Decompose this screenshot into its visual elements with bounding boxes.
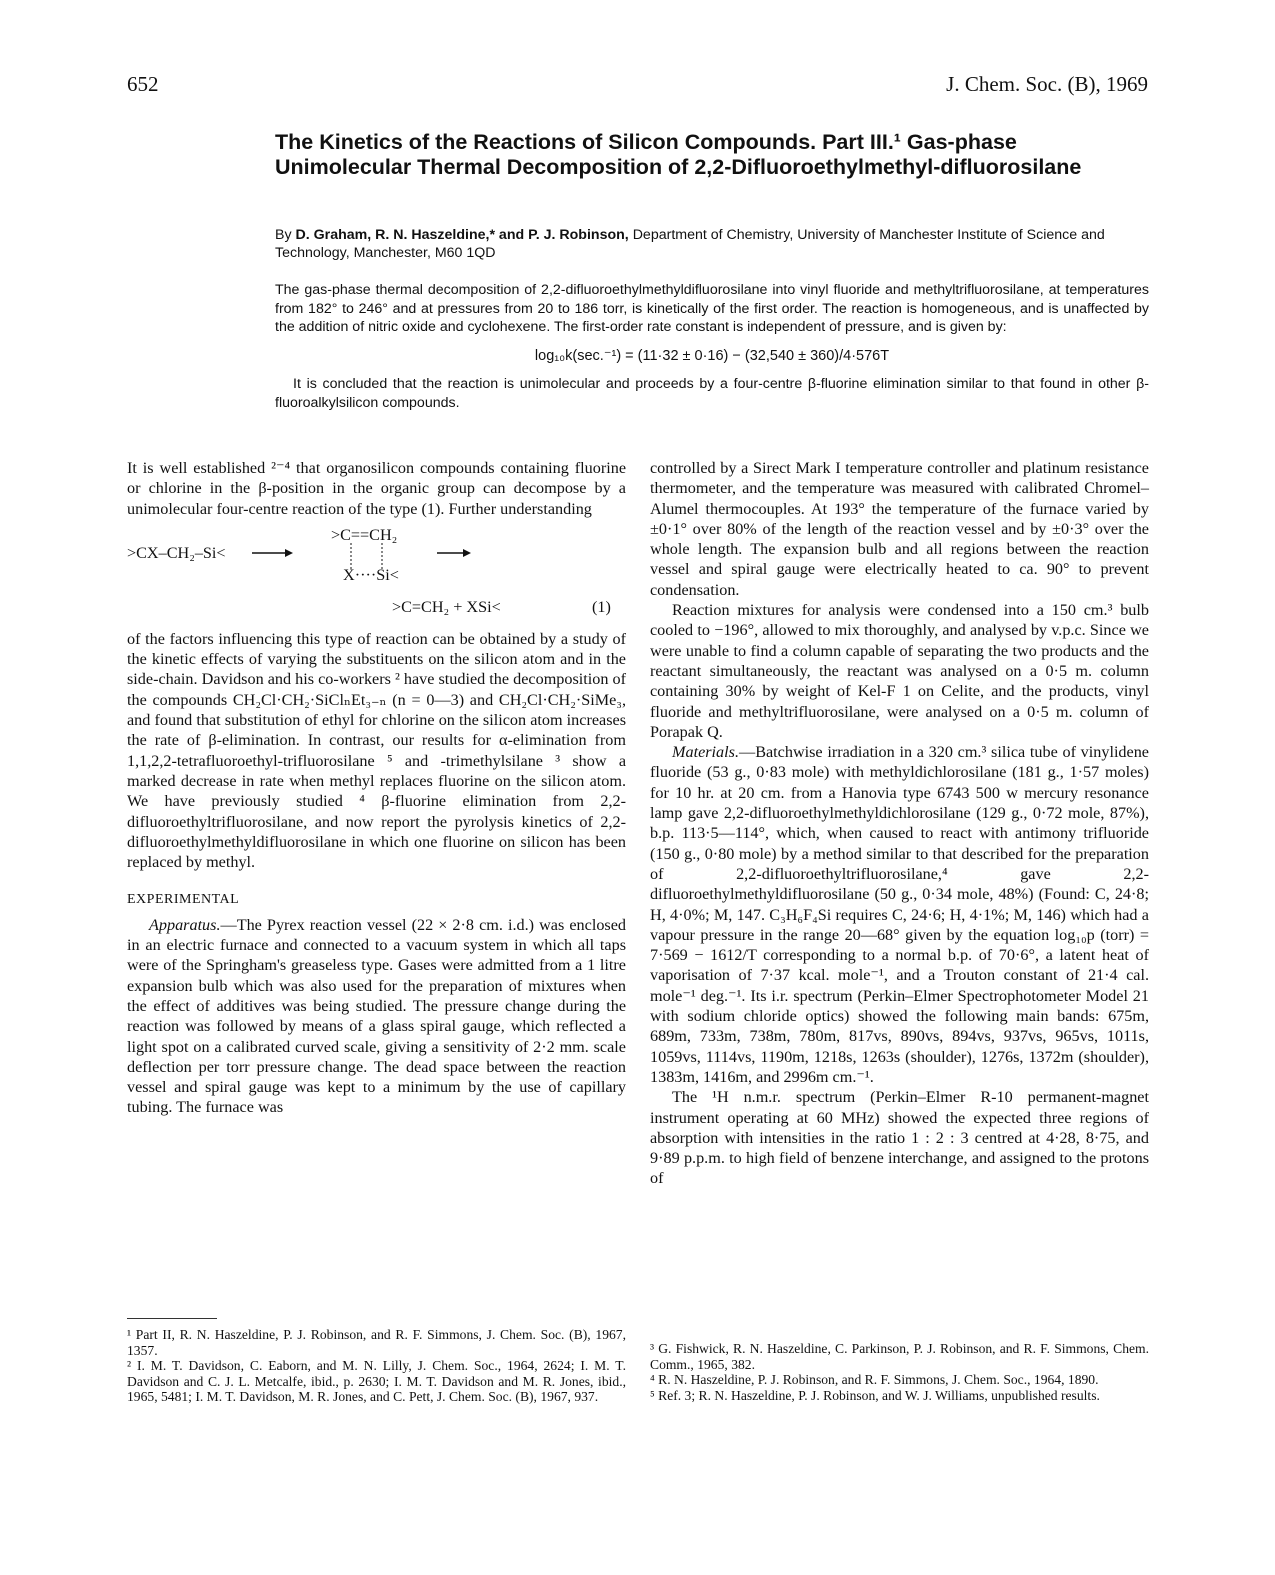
materials-text: —Batchwise irradiation in a 320 cm.³ silica tube of vinylidene fluoride (53 g., 0·83 mole) with methyldichlorosilane (181 g., 1·57 moles) for 10 hr. at 20 cm. from a Hanovia type 6743 500 w mercury resonance lamp gave 2,2-difluoroethylmethyldichlorosilane (129 g., 0·72 mole, 87%), b.p. 113·5—114°, which, when caused to react with antimony trifluoride (150 g., 0·80 mole) by a method similar to that described for the preparation of 2,2-difluoroethyltrifluorosilane,⁴ gave 2,2-difluoroethylmethyldifluorosilane (50 g., 0·34 mole, 48%) (Found: C, 24·8; H, 4·0%; M, 147. C₃H₆F₄Si requires C, 24·6; H, 4·1%; M, 146) which had a vapour pressure in the range 20—68° given by the equation log₁₀p (torr) = 7·569 − 1612/T corresponding to a normal b.p. of 70·6°, a latent heat of vaporisation of 7·37 kcal. mole⁻¹, and a Trouton constant of 21·4 cal. mole⁻¹ deg.⁻¹. Its i.r. spectrum (Perkin–Elmer Spectrophotometer Model 21 with sodium chloride optics) showed the following main bands: 675m, 689m, 733m, 738m, 780m, 817vs, 890vs, 894vs, 937vs, 965vs, 1011s, 1059vs, 1114vs, 1190m, 1218s, 1263s (shoulder), 1276s, 1372m (shoulder), 1383m, 1416m, and 2996m cm.⁻¹.: [650, 743, 1149, 1086]
right-column: [650, 458, 1149, 1189]
materials-label: Materials.: [672, 743, 739, 762]
footnote-rule: [127, 1318, 217, 1319]
paragraph-nmr: The ¹H n.m.r. spectrum (Perkin–Elmer R-10 permanent-magnet instrument operating at 60 MHz) showed the expected three regions of absorption with intensities in the ratio 1 : 2 : 3 centred at 4·28, 8·75, and 9·89 p.p.m. to high field of benzene interchange, and assigned to the protons of: [650, 1088, 1149, 1188]
scheme-reactant: >CX–CH₂–Si<: [127, 543, 226, 562]
affiliation: Department of Chemistry, University of Manchester Institute of Science and Technology, Manchester, M60 1QD: [275, 227, 1105, 261]
scheme-products: >C=CH₂ + XSi<: [392, 597, 501, 616]
footnote: ¹ Part II, R. N. Haszeldine, P. J. Robinson, and R. F. Simmons, J. Chem. Soc. (B), 1967, 1357.: [127, 1327, 626, 1358]
journal-citation: J. Chem. Soc. (B), 1969: [946, 72, 1148, 96]
abstract: [275, 281, 1149, 413]
scheme-label: (1): [592, 597, 611, 616]
footnote: ⁴ R. N. Haszeldine, P. J. Robinson, and R. F. Simmons, J. Chem. Soc., 1964, 1890.: [650, 1372, 1099, 1388]
paragraph-analysis: Reaction mixtures for analysis were condensed into a 150 cm.³ bulb cooled to −196°, allowed to mix thoroughly, and analysed by v.p.c. Since we were unable to find a column capable of separating the two products and the reactant simultaneously, the reactant was analysed on a 0·5 m. column containing 30% by weight of Kel-F 1 on Celite, and the products, vinyl fluoride and methyltrifluorosilane, were analysed on a 0·5 m. column of Porapak Q.: [650, 601, 1149, 741]
footnote: ⁵ Ref. 3; R. N. Haszeldine, P. J. Robinson, and W. J. Williams, unpublished results.: [650, 1387, 1100, 1403]
apparatus-label: Apparatus.: [149, 915, 221, 934]
abstract-text: The gas-phase thermal decomposition of 2,2-difluoroethylmethyldifluorosilane into vinyl fluoride and methyltrifluorosilane, at temperatures from 182° to 246° and at pressures from 20 to 186 torr, is kinetically of the first order. The reaction is homogeneous, and is unaffected by the addition of nitric oxide and cyclohexene. The first-order rate constant is independent of pressure, and is given by:: [275, 282, 1149, 336]
scheme-ts-bottom: X····Si<: [343, 565, 399, 584]
apparatus-paragraph: [127, 915, 626, 1118]
rate-equation: log₁₀k(sec.⁻¹) = (11·32 ± 0·16) − (32,540 ± 360)/4·576T: [534, 347, 890, 364]
intro-paragraph: It is well established ²⁻⁴ that organosilicon compounds containing fluorine or chlorine in the β-position in the organic group can decompose by a unimolecular four-centre reaction of the type (1). Further understanding: [127, 459, 626, 518]
footnotes-right: [650, 1341, 1149, 1403]
article-title: The Kinetics of the Reactions of Silicon Compounds. Part III.¹ Gas-phase Unimolecular Thermal Decomposition of 2,2-Difluoroethylmethyl-difluorosilane: [275, 130, 1082, 179]
apparatus-text: —The Pyrex reaction vessel (22 × 2·8 cm. i.d.) was enclosed in an electric furnace and connected to a vacuum system in which all taps were of the Springham's greaseless type. Gases were admitted from a 1 litre expansion bulb which was also used for the preparation of mixtures when the effect of additives was being studied. The pressure change during the reaction was followed by means of a glass spiral gauge, which reflected a light spot on a calibrated curved scale, giving a sensitivity of 2·2 mm. scale deflection per torr pressure change. The dead space between the reaction vessel and spiral gauge was kept to a minimum by the use of capillary tubing. The furnace was: [127, 915, 626, 1117]
materials-paragraph: [650, 742, 1149, 1087]
abstract-conclusion: It is concluded that the reaction is unimolecular and proceeds by a four-centre β-fluorine elimination similar to that found in other β-fluoroalkylsilicon compounds.: [275, 376, 1149, 411]
footnote: ³ G. Fishwick, R. N. Haszeldine, C. Parkinson, P. J. Robinson, and R. F. Simmons, Chem. Comm., 1965, 382.: [650, 1341, 1149, 1372]
paragraph-temperature: controlled by a Sirect Mark I temperature controller and platinum resistance thermometer, and the temperature was measured with calibrated Chromel–Alumel thermocouples. At 193° the temperature of the furnace varied by ±0·1° over 80% of the length of the reaction vessel and by ±0·3° over the whole length. The expansion bulb and all regions between the reaction vessel and spiral gauge were electrically heated to ca. 90° to prevent condensation.: [650, 459, 1149, 599]
intro-continuation: of the factors influencing this type of reaction can be obtained by a study of the kinetic effects of varying the substituents on the silicon atom and in the side-chain. Davidson and his co-workers ² have studied the decomposition of the compounds CH₂Cl·CH₂·SiClₙEt₃₋ₙ (n = 0—3) and CH₂Cl·CH₂·SiMe₃, and found that substitution of ethyl for chlorine on the silicon atom increases the rate of β-elimination. In contrast, our results for α-elimination from 1,1,2,2-tetrafluoroethyl-trifluorosilane ⁵ and -trimethylsilane ³ show a marked decrease in rate when methyl replaces fluorine on the silicon atom. We have previously studied ⁴ β-fluorine elimination from 2,2-difluoroethyltrifluorosilane, and now report the pyrolysis kinetics of 2,2-difluoroethylmethyldifluorosilane in which one fluorine on silicon has been replaced by methyl.: [127, 629, 626, 872]
footnotes-left: [127, 1327, 626, 1405]
authors-block: [275, 226, 1149, 262]
section-heading: EXPERIMENTAL: [127, 892, 240, 908]
left-column: [127, 458, 626, 1118]
reaction-scheme: [127, 525, 626, 625]
by-label: By: [275, 227, 292, 243]
author-names: D. Graham, R. N. Haszeldine,* and P. J. Robinson,: [295, 227, 629, 243]
scheme-ts-top: >C==CH₂: [331, 525, 398, 544]
footnote: ² I. M. T. Davidson, C. Eaborn, and M. N. Lilly, J. Chem. Soc., 1964, 2624; I. M. T. Davidson and C. J. L. Metcalfe, ibid., p. 2630; I. M. T. Davidson and M. R. Jones, ibid., 1965, 5481; I. M. T. Davidson, M. R. Jones, and C. Pett, J. Chem. Soc. (B), 1967, 937.: [127, 1358, 626, 1405]
page-number: 652: [127, 72, 159, 96]
